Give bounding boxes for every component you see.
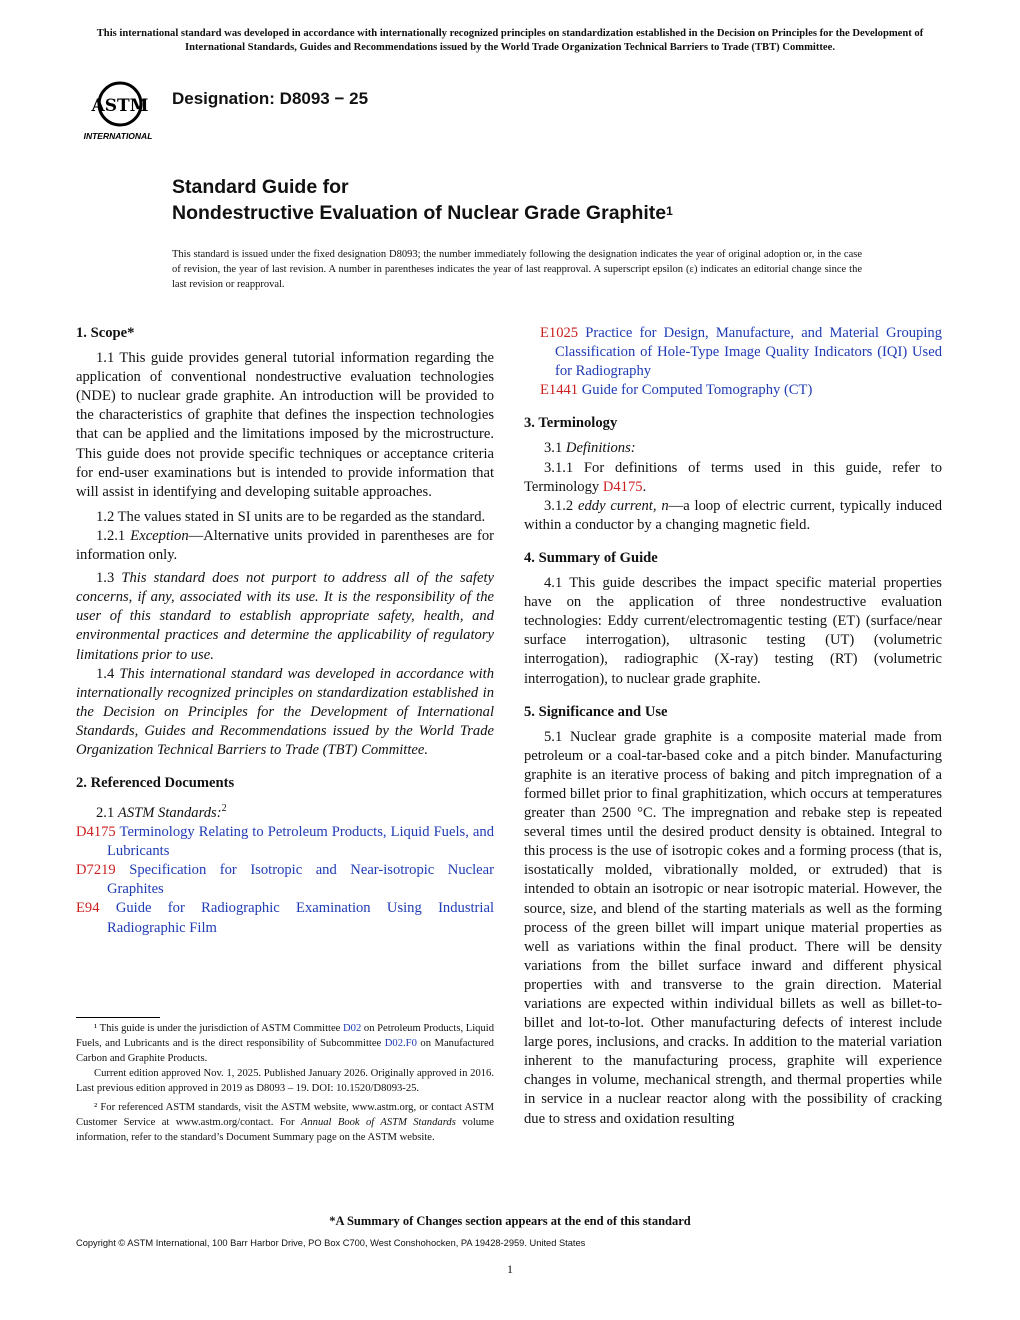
- link-d02-f0[interactable]: D02.F0: [384, 1038, 417, 1049]
- para-5-1: 5.1 Nuclear grade graphite is a composite material made from petroleum or a coal-tar-based coke and a pitch binder. Manufacturing graphite is an iterative process of baking and pitch impregnation of a formed billet prior to final graphitization, which occurs at temperatures greater than 2500 °C. The impregnation and rebake step is repeated several times until the desired product density is obtained. Integral to this process is the use of isotropic cokes and a forming process (that is, isostatically molded, vibrationally molded, or extruded) that is intended to obtain an isotropic or near isotropic material. However, the source, size, and blend of the starting materials as well as the forming process of the green billet will impart unique material properties as well as variations within the final product. There will be density variations from the billet surface inward and different physical properties with and transverse to the grain direction. Material variations are expected within individual billets as well as billet-to-billet and lot-to-lot. Other manufacturing defects of interest include large pores, inclusions, and cracks. In addition to the material variation inherent to the manufacturing process, graphite will experience changes in volume, mechanical strength, and thermal properties while in service in a nuclear reactor along with the possibility of cracking due to stress and oxidation resulting: [524, 728, 942, 1127]
- logo-subtext: INTERNATIONAL: [83, 131, 153, 141]
- para-1-2: 1.2 The values stated in SI units are to be regarded as the standard.: [96, 508, 486, 525]
- designation: Designation: D8093 − 25: [172, 89, 369, 108]
- footnote-2: ² For referenced ASTM standards, visit the ASTM website, www.astm.org, or contact ASTM Customer Service at www.astm.org/contact. For Annual Book of ASTM Standards volume information, refer to the standard’s Document Summary page on the ASTM website.: [76, 1102, 494, 1143]
- para-3-1-2: 3.1.2 eddy current, n—a loop of electric current, typically induced within a conductor by a changing magnetic field.: [524, 497, 942, 533]
- logo-text: ASTM: [91, 96, 149, 116]
- title-line-2: Nondestructive Evaluation of Nuclear Grade Graphite$^1$: [172, 202, 673, 224]
- page-number: 1: [507, 1262, 513, 1276]
- significance-heading: 5. Significance and Use: [524, 703, 668, 720]
- ref-e94[interactable]: E94 Guide for Radiographic Examination Using Industrial Radiographic Film: [76, 900, 494, 936]
- referenced-heading: 2. Referenced Documents: [76, 775, 235, 792]
- para-3-1: 3.1 Definitions:: [544, 440, 636, 457]
- link-d4175[interactable]: D4175: [602, 478, 643, 495]
- ref-d4175[interactable]: D4175 Terminology Relating to Petroleum Products, Liquid Fuels, and Lubricants: [76, 824, 494, 860]
- issued-note: This standard is issued under the fixed designation D8093; the number immediately following the designation indicates the year of original adoption or, in the case of revision, the year of last revision. A number in parentheses indicates the year of last reapproval. A superscript epsilon (ε) indicates an editorial change since the last revision or reapproval.: [172, 249, 862, 290]
- astm-logo: [76, 78, 160, 142]
- wto-notice: This international standard was developed in accordance with internationally recognized principles on standardization established in the Decision on Principles for the Development of International Standards, Guides and Recommendations issued by the World Trade Organization Technical Barriers to Trade (TBT) Committee.: [96, 28, 924, 53]
- para-1-1: 1.1 This guide provides general tutorial information regarding the application of conventional nondestructive evaluation technologies (NDE) to nuclear grade graphite. An introduction will be provided to the characteristics of graphite that defines the inspection technologies that can be applied and the limitations imposed by the microstructure. This guide does not provide specific techniques or acceptance criteria for end-user examinations but is intended to provide information that will assist in identifying and developing suitable approaches.: [76, 350, 494, 500]
- scope-heading: 1. Scope*: [76, 325, 135, 341]
- link-d02[interactable]: D02: [343, 1023, 362, 1034]
- terminology-heading: 3. Terminology: [524, 415, 618, 432]
- ref-e1441[interactable]: E1441 Guide for Computed Tomography (CT): [540, 382, 813, 399]
- title-footnote-mark: 1: [666, 204, 673, 218]
- left-column: [76, 324, 494, 938]
- para-2-1: 2.1 ASTM Standards:$^2$: [96, 803, 227, 822]
- footnote-edition: Current edition approved Nov. 1, 2025. Published January 2026. Originally approved in 2016. Last previous edition approved in 2019 as D8093 – 19. DOI: 10.1520/D8093-25.: [76, 1068, 494, 1094]
- footnotes: [76, 1021, 494, 1145]
- astm-logo-graphic: [76, 78, 160, 142]
- footnote-1: ¹ This guide is under the jurisdiction of ASTM Committee D02 on Petroleum Products, Liquid Fuels, and Lubricants and is the direct responsibility of Subcommittee D02.F0 on Manufactured Carbon and Graphite Products.: [76, 1023, 494, 1064]
- copyright: Copyright © ASTM International, 100 Barr Harbor Drive, PO Box C700, West Conshohocken, PA 19428-2959. United States: [76, 1238, 586, 1248]
- para-1-2-1: 1.2.1 Exception—Alternative units provided in parentheses are for information only.: [76, 527, 494, 564]
- para-4-1: 4.1 This guide describes the impact specific material properties have on the application of three nondestructive evaluation technologies: Eddy current/electromagentic testing (ET) (surface/near surface interrogation), ultrasonic testing (UT) (volumetric interrogation), radiographic (X-ray) testing (RT) (volumetric interrogation), to nuclear grade graphite.: [524, 575, 942, 687]
- summary-of-changes-note: *A Summary of Changes section appears at the end of this standard: [329, 1214, 691, 1228]
- para-3-1-1: 3.1.1 For definitions of terms used in this guide, refer to Terminology D4175.: [524, 459, 942, 495]
- para-1-3: 1.3 This standard does not purport to address all of the safety concerns, if any, associated with its use. It is the responsibility of the user of this standard to establish appropriate safety, health, and environmental practices and determine the applicability of regulatory limitations prior to use.: [76, 570, 494, 663]
- ref-e1025[interactable]: E1025 Practice for Design, Manufacture, and Material Grouping Classification of Hole-Type Image Quality Indicators (IQI) Used for Radiography: [540, 325, 942, 380]
- document-title: [172, 174, 673, 226]
- right-column: [524, 324, 942, 1129]
- ref-d7219[interactable]: D7219 Specification for Isotropic and Near-isotropic Nuclear Graphites: [76, 862, 494, 898]
- title-line-1: Standard Guide for: [172, 176, 349, 198]
- footnote-rule: [76, 1017, 160, 1018]
- para-1-4: 1.4 This international standard was developed in accordance with internationally recognized principles on standardization established in the Decision on Principles for the Development of International Standards, Guides and Recommendations issued by the World Trade Organization Technical Barriers to Trade (TBT) Committee.: [76, 665, 495, 758]
- summary-heading: 4. Summary of Guide: [524, 549, 658, 566]
